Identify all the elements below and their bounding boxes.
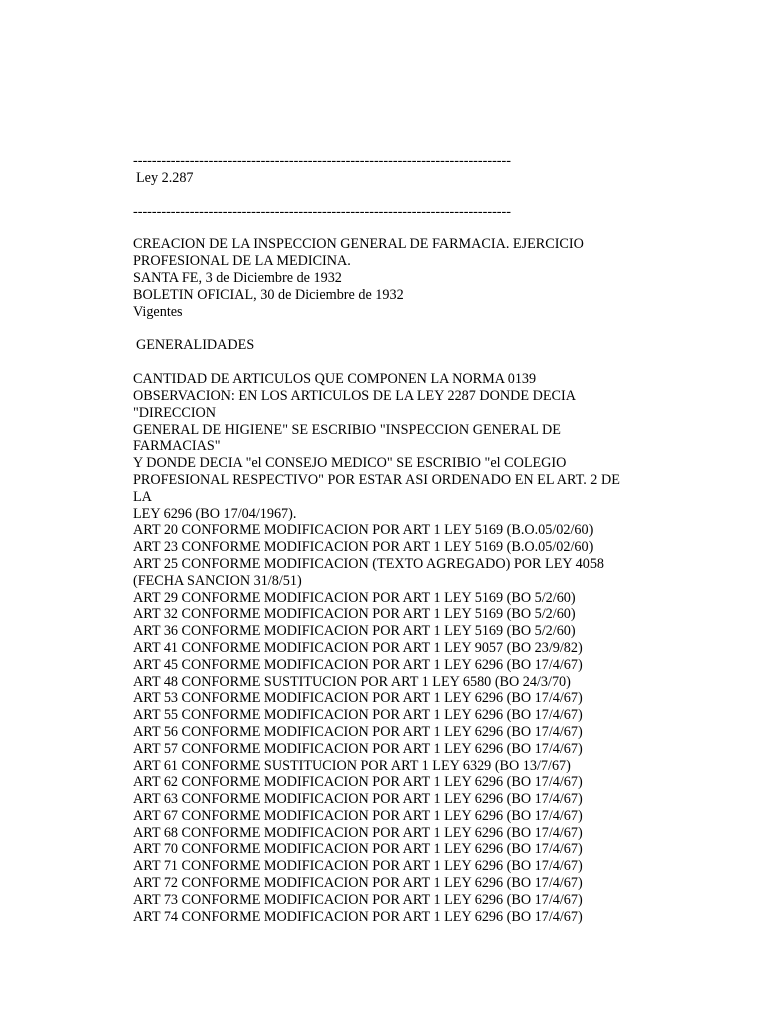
article-modification-line: ART 67 CONFORME MODIFICACION POR ART 1 LEY 6296 (BO 17/4/67)	[133, 807, 583, 824]
observation-line: PROFESIONAL RESPECTIVO" POR ESTAR ASI ORDENADO EN EL ART. 2 DE	[133, 471, 620, 488]
article-modification-line: ART 45 CONFORME MODIFICACION POR ART 1 LEY 6296 (BO 17/4/67)	[133, 656, 583, 673]
observation-block	[133, 388, 633, 522]
separator-rule-bottom: --------------------------------------------------------------------------------	[133, 203, 511, 220]
article-modification-line: ART 23 CONFORME MODIFICACION POR ART 1 LEY 5169 (B.O.05/02/60)	[133, 539, 594, 556]
article-modification-line: ART 53 CONFORME MODIFICACION POR ART 1 LEY 6296 (BO 17/4/67)	[133, 690, 583, 707]
observation-line: "DIRECCION	[133, 404, 217, 421]
article-modification-line: ART 25 CONFORME MODIFICACION (TEXTO AGREGADO) POR LEY 4058	[133, 555, 605, 572]
law-title-line-1: CREACION DE LA INSPECCION GENERAL DE FARMACIA. EJERCICIO	[133, 236, 584, 253]
intro-block	[133, 236, 633, 320]
document-page	[133, 153, 633, 925]
law-number: Ley 2.287	[136, 169, 194, 186]
section-heading-generalidades: GENERALIDADES	[136, 337, 255, 354]
article-modification-line: ART 61 CONFORME SUSTITUCION POR ART 1 LEY 6329 (BO 13/7/67)	[133, 757, 571, 774]
place-date: SANTA FE, 3 de Diciembre de 1932	[133, 269, 342, 286]
article-modification-line: ART 55 CONFORME MODIFICACION POR ART 1 LEY 6296 (BO 17/4/67)	[133, 707, 583, 724]
article-modification-line: ART 29 CONFORME MODIFICACION POR ART 1 LEY 5169 (BO 5/2/60)	[133, 589, 576, 606]
article-modifications-list	[133, 522, 633, 925]
article-modification-line: ART 71 CONFORME MODIFICACION POR ART 1 LEY 6296 (BO 17/4/67)	[133, 858, 583, 875]
article-modification-line: ART 73 CONFORME MODIFICACION POR ART 1 LEY 6296 (BO 17/4/67)	[133, 891, 583, 908]
article-modification-line: ART 48 CONFORME SUSTITUCION POR ART 1 LEY 6580 (BO 24/3/70)	[133, 673, 571, 690]
article-modification-line: ART 36 CONFORME MODIFICACION POR ART 1 LEY 5169 (BO 5/2/60)	[133, 623, 576, 640]
observation-line: FARMACIAS"	[133, 438, 221, 455]
article-modification-line: ART 70 CONFORME MODIFICACION POR ART 1 LEY 6296 (BO 17/4/67)	[133, 841, 583, 858]
article-modification-line: ART 41 CONFORME MODIFICACION POR ART 1 LEY 9057 (BO 23/9/82)	[133, 639, 583, 656]
article-count: CANTIDAD DE ARTICULOS QUE COMPONEN LA NORMA 0139	[133, 371, 537, 388]
article-modification-line: ART 56 CONFORME MODIFICACION POR ART 1 LEY 6296 (BO 17/4/67)	[133, 723, 583, 740]
article-modification-line: ART 74 CONFORME MODIFICACION POR ART 1 LEY 6296 (BO 17/4/67)	[133, 908, 583, 925]
article-modification-line: (FECHA SANCION 31/8/51)	[133, 572, 302, 589]
separator-rule-top: --------------------------------------------------------------------------------	[133, 153, 511, 169]
article-modification-line: ART 68 CONFORME MODIFICACION POR ART 1 LEY 6296 (BO 17/4/67)	[133, 824, 583, 841]
status-text: Vigentes	[133, 303, 183, 320]
article-modification-line: ART 72 CONFORME MODIFICACION POR ART 1 LEY 6296 (BO 17/4/67)	[133, 875, 583, 892]
observation-line: GENERAL DE HIGIENE" SE ESCRIBIO "INSPECCION GENERAL DE	[133, 421, 561, 438]
observation-line: Y DONDE DECIA "el CONSEJO MEDICO" SE ESCRIBIO "el COLEGIO	[133, 455, 567, 472]
article-modification-line: ART 32 CONFORME MODIFICACION POR ART 1 LEY 5169 (BO 5/2/60)	[133, 606, 576, 623]
article-modification-line: ART 62 CONFORME MODIFICACION POR ART 1 LEY 6296 (BO 17/4/67)	[133, 774, 583, 791]
spacer	[133, 220, 633, 236]
law-title-line-2: PROFESIONAL DE LA MEDICINA.	[133, 253, 351, 270]
observation-line: LEY 6296 (BO 17/04/1967).	[133, 505, 297, 522]
spacer	[133, 320, 633, 337]
boletin-oficial: BOLETIN OFICIAL, 30 de Diciembre de 1932	[133, 286, 404, 303]
observation-line: OBSERVACION: EN LOS ARTICULOS DE LA LEY 2287 DONDE DECIA	[133, 387, 576, 404]
article-modification-line: ART 63 CONFORME MODIFICACION POR ART 1 LEY 6296 (BO 17/4/67)	[133, 791, 583, 808]
observation-line: LA	[133, 488, 152, 505]
spacer	[133, 354, 633, 371]
spacer	[133, 187, 633, 204]
article-modification-line: ART 57 CONFORME MODIFICACION POR ART 1 LEY 6296 (BO 17/4/67)	[133, 740, 583, 757]
article-modification-line: ART 20 CONFORME MODIFICACION POR ART 1 LEY 5169 (B.O.05/02/60)	[133, 522, 594, 539]
